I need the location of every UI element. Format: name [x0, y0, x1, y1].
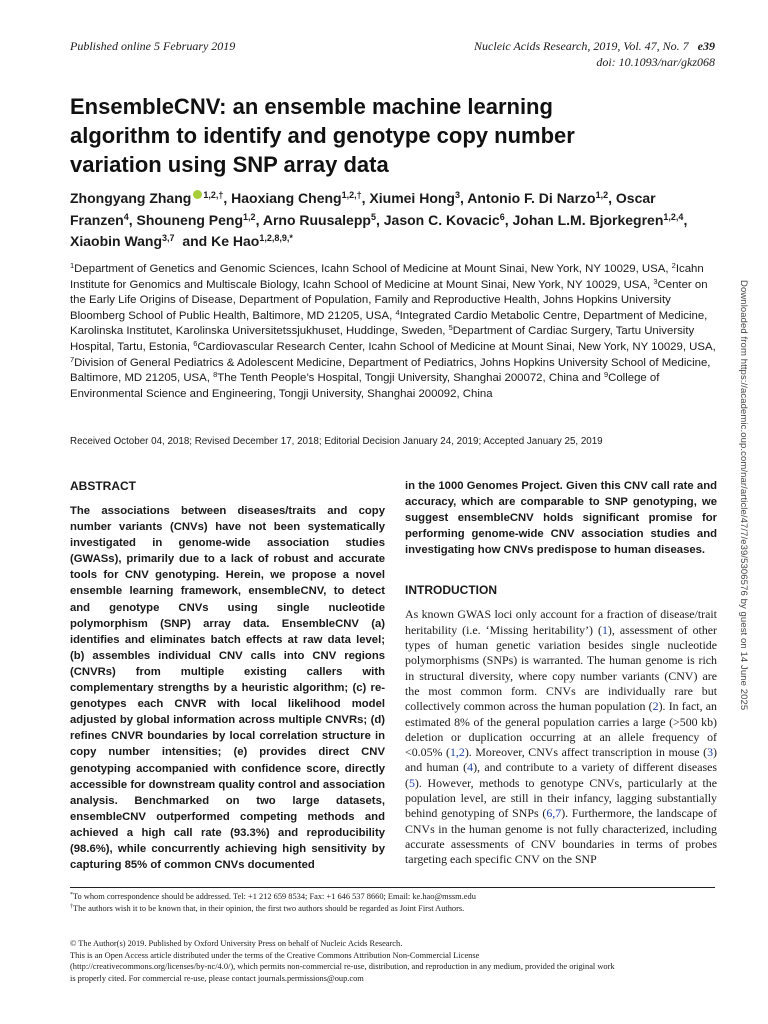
right-column	[405, 478, 717, 868]
author-name: Xiaobin Wang	[70, 233, 163, 249]
citation-link[interactable]: 4	[467, 760, 474, 775]
affiliation-number: 8	[213, 370, 218, 380]
author-affiliation-mark: 3,7	[162, 233, 175, 243]
affiliation-text: Department of Cardiac Surgery, Tartu University Hospital, Tartu, Estonia,	[70, 325, 695, 353]
license-line: © The Author(s) 2019. Published by Oxford University Press on behalf of Nucleic Acids Research.	[70, 939, 403, 948]
abstract-text: The associations between diseases/traits and copy number variants (CNVs) have not been systematically investigated in genome-wide association studies (GWASs), primarily due to a lack of robust and accurate tools for CNV genotyping. Herein, we propose a novel ensemble learning framework, ensembleCNV, to detect and genotype CNVs using single nucleotide polymorphism (SNP) array data. EnsembleCNV (a) identifies and eliminates batch effects at raw data level; (b) assembles individual CNV calls into CNV regions (CNVRs) from multiple existing callers with complementary strengths by a heuristic algorithm; (c) re-genotypes each CNVR with local likelihood model adjusted by global information across multiple CNVRs; (d) refines CNVR boundaries by local correlation structure in copy number intensities; (e) provides direct CNV genotyping accompanied with confidence score, directly accessible for downstream quality control and association analysis. Benchmarked on two large datasets, ensembleCNV outperformed competing methods and achieved a high call rate (93.3%) and reproducibility (98.6%), while concurrently achieving high sensitivity by capturing 85% of common CNVs documented	[70, 505, 385, 872]
author-affiliation-mark: 3	[454, 190, 460, 200]
author-name: Oscar Franzen	[70, 190, 656, 228]
affiliation-text: Division of General Pediatrics & Adolescent Medicine, Department of Pediatrics, Johns Hopkins University School of Medicine, Baltimore, MD 21205, USA,	[70, 356, 711, 385]
author-name: Arno Ruusalepp	[262, 211, 371, 228]
author-affiliation-mark: 5	[370, 211, 376, 222]
footnote	[70, 891, 718, 903]
text-run: ) and human (	[405, 745, 717, 775]
footnote-text: To whom correspondence should be addressed. Tel: +1 212 659 8534; Fax: +1 646 537 8660; Email: ke.hao@mssm.edu	[73, 892, 476, 901]
text-run: ). However, methods to genotype CNVs, particularly at the population level, are still in their infancy, lagging substantially behind genotyping of SNPs (	[405, 775, 717, 821]
author-name: Ke Hao	[211, 233, 260, 249]
footnote-divider	[70, 887, 715, 888]
affiliation-number: 2	[671, 261, 676, 270]
footnote-mark: †	[70, 904, 73, 910]
author-affiliation-mark: 1,2	[243, 211, 256, 222]
author-affiliation-mark: 1,2,8,9,*	[259, 233, 293, 243]
author-name: Jason C. Kovacic	[383, 211, 500, 228]
abstract-column	[70, 478, 385, 873]
author-name: Johan L.M. Bjorkegren	[512, 211, 664, 228]
journal-citation	[474, 38, 715, 70]
affiliation-number: 3	[653, 276, 658, 286]
doi[interactable]: doi: 10.1093/nar/gkz068	[596, 55, 715, 69]
author-name: Xiumei Hong	[369, 190, 455, 206]
citation-link[interactable]: 3	[707, 745, 714, 760]
citation-link[interactable]: 1,2	[449, 745, 465, 760]
author-name: Zhongyang Zhang	[70, 190, 192, 206]
affiliation-number: 7	[70, 354, 75, 364]
author-name: Haoxiang Cheng	[231, 190, 342, 206]
download-watermark	[738, 280, 757, 1020]
affiliation-text: Icahn Institute for Genomics and Multiscale Biology, Icahn School of Medicine at Mount Sinai, New York, NY 10029, USA,	[70, 263, 704, 291]
affiliation-text: Department of Genetics and Genomic Sciences, Icahn School of Medicine at Mount Sinai, New York, NY 10029, USA,	[74, 263, 672, 275]
footnotes	[70, 891, 718, 915]
affiliation-number: 9	[603, 370, 609, 380]
orcid-icon[interactable]	[193, 190, 202, 199]
text-run: As known GWAS loci only account for a fraction of disease/trait heritability (i.e. ‘Missing heritability’) (	[405, 607, 717, 637]
abstract-continued: in the 1000 Genomes Project. Given this CNV call rate and accuracy, which are comparable to SNP genotyping, we suggest ensembleCNV holds significant promise for performing genome-wide CNV association studies and investigating how CNVs predispose to human diseases.	[405, 480, 717, 557]
affiliation-text: College of Environmental Science and Engineering, Tongji University, Shanghai 200092, China	[70, 372, 660, 400]
author-affiliation-mark: 1,2,†	[341, 190, 362, 200]
footnote-text: The authors wish it to be known that, in their opinion, the first two authors should be regarded as Joint First Authors.	[73, 904, 465, 913]
author-affiliation-mark: 1,2,†	[203, 190, 224, 200]
author-affiliation-mark: 6	[499, 211, 505, 222]
footnote-mark: *	[70, 892, 73, 898]
text-run: ), and contribute to a variety of different diseases (	[405, 760, 718, 790]
affiliation-number: 5	[448, 323, 453, 333]
author-name: Antonio F. Di Narzo	[467, 190, 596, 206]
affiliation-text: Integrated Cardio Metabolic Centre, Department of Medicine, Karolinska Institutet, Karolinska Universitetssjukhuset, Huddinge, Sweden,	[70, 309, 708, 338]
citation-link[interactable]: 6,7	[546, 806, 562, 821]
text-run: ). In fact, an estimated 8% of the general population carries a large (>500 kb) deletion or duplication occurring at an allele frequency of <0.05% (	[405, 699, 717, 760]
received-dates: Received October 04, 2018; Revised December 17, 2018; Editorial Decision January 24, 2019; Accepted January 25, 2019	[70, 436, 603, 447]
page-number: e39	[697, 39, 715, 53]
license-notice	[70, 938, 718, 984]
author-affiliation-mark: 4	[123, 211, 129, 222]
footnote	[70, 903, 718, 915]
text-run: ). Moreover, CNVs affect transcription in mouse (	[464, 745, 708, 760]
abstract-heading: ABSTRACT	[70, 479, 136, 493]
license-line: (http://creativecommons.org/licenses/by-nc/4.0/), which permits non-commercial re-use, distribution, and reproduction in any medium, provided the original work	[70, 962, 615, 972]
journal-name: Nucleic Acids Research, 2019, Vol. 47, No. 7	[474, 39, 689, 53]
author-affiliation-mark: 1,2	[595, 190, 609, 200]
license-line: is properly cited. For commercial re-use, please contact journals.permissions@oup.com	[70, 973, 364, 983]
author-list: Zhongyang Zhang $^{1,2,\dagger}$, Haoxiang Cheng$^{1,2,\dagger}$, Xiumei Hong$^3$, Antonio F. Di Narzo$^{1,2}$, Oscar Franzen$^4$, Shouneng Peng$^{1,2}$, Arno Ruusalepp$^5$, Jason C. Kovacic$^6$, Johan L.M. Bjorkegren$^{1,2,4}$, Xiaobin Wang$^{3,7}$ and Ke Hao$^{1,2,8,9,*}$	[70, 190, 688, 249]
affiliation-text: Center on the Early Life Origins of Disease, Department of Population, Family and Reproductive Health, Johns Hopkins University Bloomberg School of Public Health, Baltimore, MD 21205, USA,	[70, 278, 708, 322]
article-title: EnsembleCNV: an ensemble machine learning algorithm to identify and genotype copy number variation using SNP array data	[70, 94, 575, 177]
citation-link[interactable]: 1	[601, 622, 608, 637]
license-line: This is an Open Access article distributed under the terms of the Creative Commons Attribution Non-Commercial License	[70, 950, 480, 960]
citation-link[interactable]: 2	[652, 699, 659, 714]
citation-link[interactable]: 5	[408, 775, 415, 790]
affiliation-text: The Tenth People’s Hospital, Tongji University, Shanghai 200072, China and	[217, 372, 604, 385]
affiliation-number: 6	[193, 338, 198, 348]
affiliation-number: 1	[70, 261, 75, 270]
affiliation-text: Cardiovascular Research Center, Icahn School of Medicine at Mount Sinai, New York, NY 10029, USA,	[197, 340, 716, 353]
affiliation-number: 4	[395, 307, 400, 317]
introduction-text	[405, 607, 717, 867]
text-run: ), assessment of other types of human genetic variation besides single nucleotide polymorphisms (SNPs) is warranted. The human genome is rich in structural diversity, where copy number variants (CNV) are the most common form. CNVs are individually rare but collectively common across the human population (	[405, 622, 718, 714]
author-affiliation-mark: 1,2,4	[663, 211, 684, 222]
text-run: ). Furthermore, the landscape of CNVs in the human genome is not fully characterized, including accurate assessments of CNV boundaries in terms of probes targeting each specific CNV on the SNP	[405, 806, 718, 867]
download-watermark-text: Downloaded from https://academic.oup.com/nar/article/47/7/e39/5306576 by guest on 14 June 2025	[738, 280, 749, 711]
author-name: Shouneng Peng	[136, 211, 244, 228]
introduction-heading: INTRODUCTION	[405, 583, 497, 598]
affiliations	[70, 262, 720, 402]
publication-date: Published online 5 February 2019	[70, 39, 236, 53]
